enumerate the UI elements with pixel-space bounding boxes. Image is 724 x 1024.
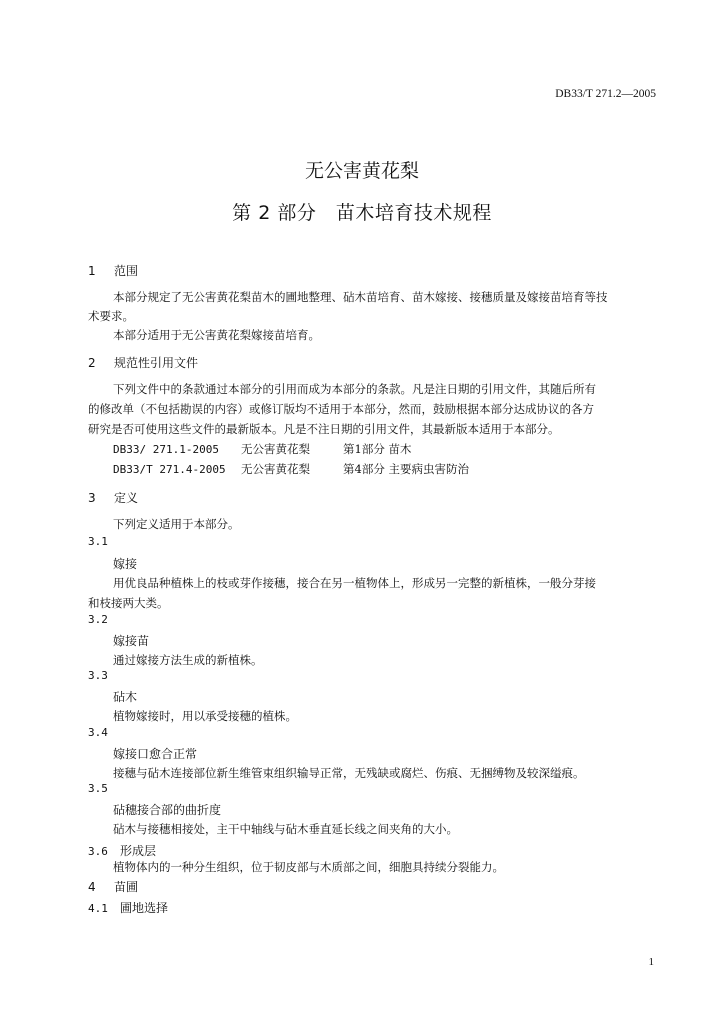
definition-text: 砧木与接穗相接处，主干中轴线与砧木垂直延长线之间夹角的大小。 [113, 822, 458, 836]
document-code-header: DB33/T 271.2—2005 [555, 88, 656, 100]
reference-item [113, 441, 411, 457]
reference-part: 第4部分 主要病虫害防治 [343, 462, 469, 476]
document-title: 无公害黄花梨 [304, 160, 419, 182]
definition-text: 用优良品种植株上的枝或芽作接穗，接合在另一植物体上，形成另一完整的新植株，一般分芽接 [113, 576, 596, 590]
definition-number: 3.2 [88, 613, 108, 626]
section-title: 定义 [114, 491, 139, 505]
definition-text: 植物嫁接时，用以承受接穗的植株。 [113, 709, 297, 723]
section-4-heading [88, 878, 138, 895]
definition-number: 3.3 [88, 669, 108, 682]
paragraph: 研究是否可使用这些文件的最新版本。凡是不注日期的引用文件，其最新版本适用于本部分。 [88, 422, 560, 436]
definition-term: 砧木 [113, 690, 138, 704]
paragraph: 本部分适用于无公害黄花梨嫁接苗培育。 [113, 328, 320, 342]
reference-code: DB33/T 271.4-2005 [113, 463, 226, 476]
subsection-title: 圃地选择 [120, 901, 169, 915]
reference-name: 无公害黄花梨 [241, 462, 310, 476]
definition-heading [88, 840, 156, 859]
section-number: 4 [88, 880, 96, 894]
definition-number: 3.4 [88, 726, 108, 739]
reference-name: 无公害黄花梨 [241, 442, 310, 456]
section-number: 2 [88, 356, 96, 370]
definition-term: 嫁接口愈合正常 [113, 747, 198, 761]
subsection-4-1-heading [88, 897, 168, 916]
definition-number: 3.6 [88, 845, 108, 858]
section-number: 1 [88, 264, 96, 278]
subsection-number: 4.1 [88, 902, 108, 915]
paragraph: 下列文件中的条款通过本部分的引用而成为本部分的条款。凡是注日期的引用文件，其随后所有 [113, 382, 596, 396]
page-number: 1 [648, 956, 654, 968]
reference-item [113, 461, 469, 477]
definition-term: 形成层 [120, 844, 157, 858]
section-title: 规范性引用文件 [114, 356, 199, 370]
definition-term: 嫁接 [113, 557, 138, 571]
section-3-heading [88, 489, 138, 506]
definition-number: 3.1 [88, 535, 108, 548]
paragraph: 术要求。 [88, 309, 134, 323]
definition-number: 3.5 [88, 782, 108, 795]
definition-text: 和枝接两大类。 [88, 596, 169, 610]
definition-text: 通过嫁接方法生成的新植株。 [113, 653, 263, 667]
definition-text: 接穗与砧木连接部位新生维管束组织输导正常，无残缺或腐烂、伤痕、无捆缚物及较深缢痕。 [113, 766, 585, 780]
reference-part: 第1部分 苗木 [343, 442, 412, 456]
section-1-heading [88, 262, 138, 279]
definition-text: 植物体内的一种分生组织，位于韧皮部与木质部之间，细胞具持续分裂能力。 [113, 860, 504, 874]
paragraph: 本部分规定了无公害黄花梨苗木的圃地整理、砧木苗培育、苗木嫁接、接穗质量及嫁接苗培育等技 [113, 290, 608, 304]
paragraph: 下列定义适用于本部分。 [113, 517, 240, 531]
section-title: 范围 [114, 264, 139, 278]
section-2-heading [88, 354, 198, 371]
section-title: 苗圃 [114, 880, 139, 894]
paragraph: 的修改单（不包括勘误的内容）或修订版均不适用于本部分，然而，鼓励根据本部分达成协议的各方 [88, 402, 594, 416]
document-subtitle: 第 2 部分 苗木培育技术规程 [232, 202, 492, 224]
section-number: 3 [88, 491, 96, 505]
definition-term: 砧穗接合部的曲折度 [113, 803, 222, 817]
reference-code: DB33/ 271.1-2005 [113, 443, 219, 456]
definition-term: 嫁接苗 [113, 634, 150, 648]
